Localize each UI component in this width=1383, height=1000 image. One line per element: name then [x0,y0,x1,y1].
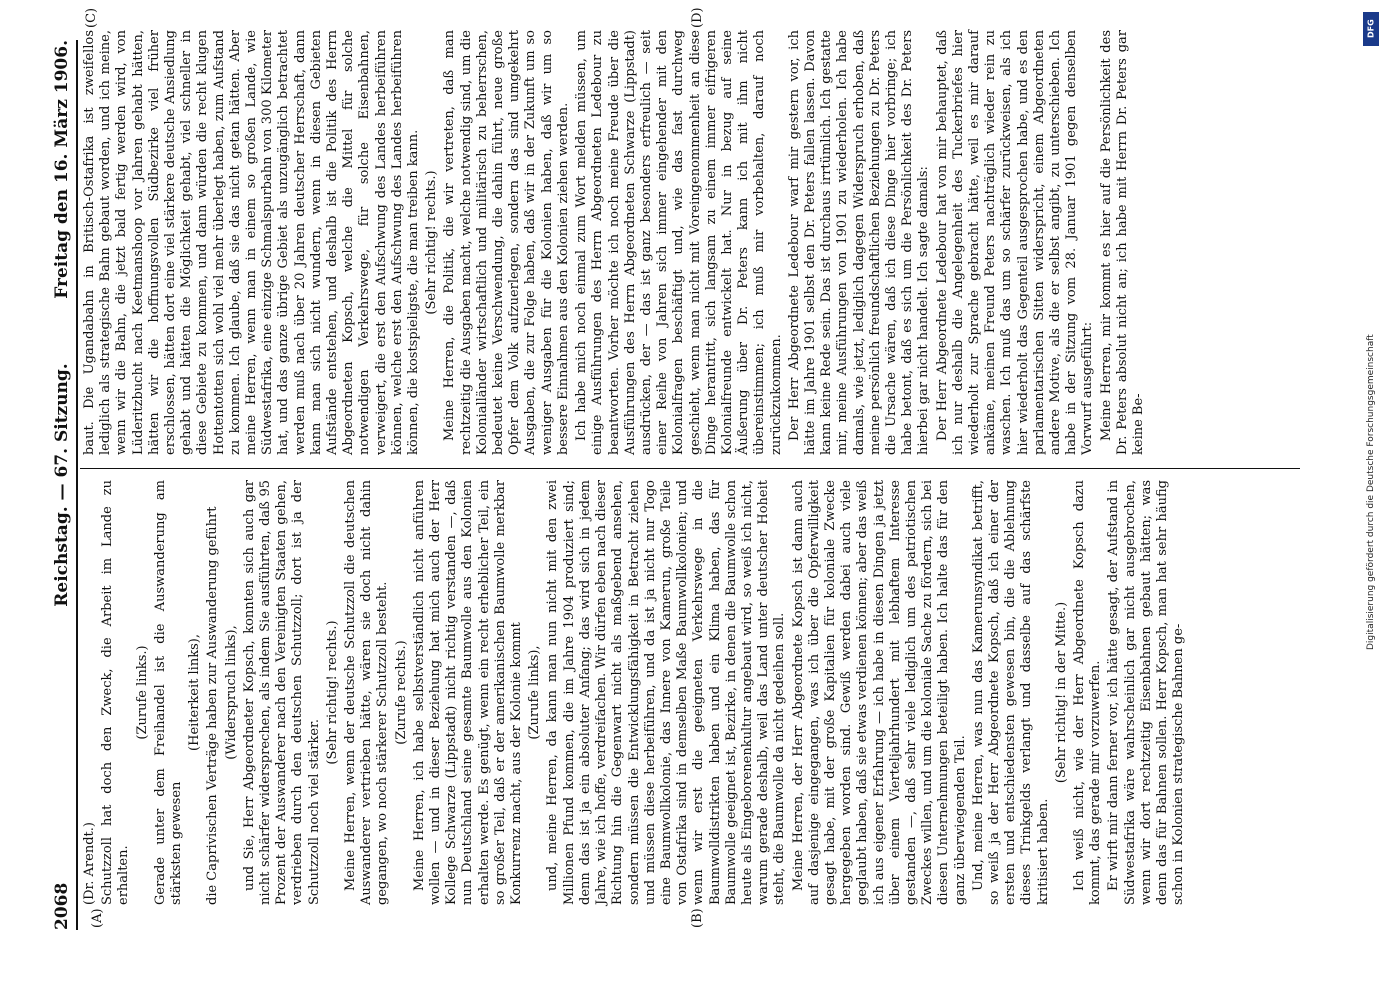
left-column-paragraph: (Sehr richtig! rechts.) [324,620,340,765]
page-number: 2068 [52,882,72,930]
left-column-paragraph: Schutzzoll hat doch den Zweck, die Arbeit im Lande zu erhalten. [100,480,132,905]
left-column-paragraph: und, meine Herren, da kann man nun nicht mit den zwei Millionen Pfund kommen, die im Jahre 1904 produziert sind; denn das ist ja ein absoluter Anfang; das wird sich in jedem Jahre, wie ich hoffe, verdreifachen. Wir dürfen eben nach dieser Richtung hin die Gegenwart nicht als maßgebend ansehen, sondern müssen die Entwicklungsfähigkeit in Betracht ziehen und müssen diese herbeiführen, und da ist ja nicht nur Togo eine Baumwollkolonie, das Innere von Kamerun, große Teile von Ostafrika sind in demselben Maße Baumwollkolonien; und wenn wir erst die geeigneten Verkehrswege in die Baumwolldistrikten haben und ein Klima haben, das für Baumwolle geeignet ist, Bezirke, in denen die Baumwolle schon heute als Eingeborenenkultur angebaut wird, so weiß ich nicht, warum gerade deshalb, weil das Land unter deutscher Hoheit steht, die Baumwolle da nicht gedeihen soll. [545,480,788,905]
left-column-paragraph: (Zurufe links.) [134,645,150,740]
left-column-paragraph: Und, meine Herren, was nun das Kamerunsyndikat betrifft, so weiß ja der Herr Abgeordnete Kopsch, daß ich einer der ersten und entschiedensten gewesen bin, die die Ablehnung dieses Trinkgelds verlangt und dasselbe auf das schärfste kritisiert haben. [970,480,1051,905]
margin-marker-c: (C) [84,7,99,28]
left-column-paragraph: (Zurufe rechts.) [393,640,409,745]
session-title: Reichstag. — 67. Sitzung. [52,363,72,607]
margin-marker-b: (B) [690,908,705,928]
left-column-paragraph: und Sie, Herr Abgeordneter Kopsch, konnten sich auch gar nicht schärfer widersprechen, als indem Sie ausführten, daß 95 Prozent der Auswanderer nach den Vereinigten Staaten gehen, verdrieben durch den deutschen Schutzzoll; dort ist ja der Schutzzoll noch viel stärker. [241,480,322,905]
left-column-paragraph: (Zurufe links), [527,645,543,740]
left-column-paragraph: Meine Herren, ich habe selbstverständlich nicht anführen wollen — und in dieser Beziehung hat mich auch der Herr Kollege Schwarze (Lippstadt) nicht richtig verstanden —, daß nun Deutschland seine gesamte Baumwolle aus den Kolonien erhalten werde. Es genügt, wenn ein recht erheblicher Teil, ein so großer Teil, daß er der amerikanischen Baumwolle merkbar Konkurrenz macht, aus der Kolonie kommt [411,480,525,905]
session-date: Freitag den 16. März 1906. [52,40,72,299]
page-header [52,40,74,930]
right-column-paragraph: Der Herr Abgeordnete Ledebour warf mir gestern vor, ich hätte im Jahre 1901 selbst den Dr. Peters fallen lassen. Davon kann keine Rede sein. Das ist durchaus irrtümlich. Ich gestatte mir, meine Ausführungen von 1901 zu wiederholen. Ich habe damals, wie jetzt, lediglich dagegen Widerspruch erhoben, daß meine persönlich freundschaftlichen Beziehungen zu Dr. Peters die Ursache wären, daß ich diese Dinge hier vorbringe; ich habe betont, daß es sich um die Persönlichkeit des Dr. Peters hierbei gar nicht handelt. Ich sagte damals: [786,30,932,455]
right-column-paragraph: Meine Herren, mir kommt es hier auf die Persönlichkeit des Dr. Peters absolut nicht an; ich habe mit Herrn Dr. Peters gar keine Be- [1098,30,1146,455]
left-text-column [82,480,1189,905]
margin-marker-a: (A) [90,908,105,928]
left-column-paragraph: Er wirft mir dann ferner vor, ich hätte gesagt, der Aufstand in Südwestafrika wäre wahrscheinlich gar nicht ausgebrochen, wenn wir dort rechtzeitig Eisenbahnen gebaut hätten; was denn das für Bahnen sollen. Herr Kopsch, man hat sehr häufig schon in Kolonien strategische Bahnen ge- [1106,480,1187,905]
left-column-paragraph: (Heiterkeit links), [187,634,203,751]
left-column-paragraph: die Caprivischen Verträge haben zur Auswanderung geführt [205,506,221,905]
right-column-paragraph: Meine Herren, die Politik, die wir vertreten, daß man rechtzeitig die Ausgaben macht, welche notwendig sind, um die Kolonialländer wirtschaftlich und militärisch zu beherrschen, bedeutet keine Verschwendung, die dahin führt, neue große Opfer dem Volk aufzuerlegen, sondern das sind umgekehrt Ausgaben, die zur Folge haben, daß wir in der Zukunft um so weniger Ausgaben für die Kolonien haben, daß wir um so bessere Einnahmen aus den Kolonien ziehen werden. [442,30,571,455]
digitization-credit: Digitalisierung gefördert durch die Deutsche Forschungsgemeinschaft [1366,334,1376,650]
header-rule [76,40,78,930]
margin-marker-d: (D) [690,7,705,28]
right-text-column [82,30,1149,455]
right-column-paragraph: (Sehr richtig! rechts.) [424,170,440,315]
left-column-paragraph: (Widerspruch links), [223,625,239,760]
dfg-logo: DFG [1363,12,1379,46]
left-column-paragraph: (Dr. Arendt.) [82,822,97,905]
right-column-paragraph: Der Herr Abgeordnete Ledebour hat von mir behauptet, daß ich nur deshalb die Angelegenheit des Tuckerbriefes hier wiederholt zur Sprache gebracht hätte, weil es mir darauf ankäme, meinen Freund Peters nachträglich wieder rein zu waschen. Ich muß das um so schärfer zurückweisen, als ich hier wiederholt das Gegenteil ausgesprochen habe, und es den parlamentarischen Sitten widerspricht, einem Abgeordneten andere Motive, als die er selbst angibt, zu unterschieben. Ich habe in der Sitzung vom 28. Januar 1901 gegen denselben Vorwurf ausgeführt: [934,30,1096,455]
left-column-paragraph: Meine Herren, wenn der deutsche Schutzzoll die deutschen Auswanderer vertrieben hätte, wären sie doch nicht dahin gegangen, wo noch stärkerer Schutzzoll besteht. [343,480,391,905]
right-column-paragraph: Ich habe mich noch einmal zum Wort melden müssen, um einige Ausführungen des Herrn Abgeordneten Ledebour zu beantworten. Vorher möchte ich noch meine Freude über die Ausführungen des Herrn Abgeordneten Schwarze (Lippstadt) ausdrücken, der — das ist ganz besonders erfreulich — seit einer Reihe von Jahren sich immer eingehender mit den Kolonialfragen beschäftigt und, wie das fast durchweg geschieht, wenn man nicht mit Voreingenommenheit an diese Dinge herantritt, sich langsam zu einem immer eifrigeren Kolonialfreunde entwickelt hat. Nur in bezug auf seine Äußerung über Dr. Peters kann ich mit ihm nicht übereinstimmen; ich muß mir vorbehalten, darauf noch zurückzukommen. [574,30,784,455]
column-divider [80,468,1300,469]
left-column-paragraph: Gerade unter dem Freihandel ist die Auswanderung am stärksten gewesen [152,480,185,905]
left-column-paragraph: Ich weiß nicht, wie der Herr Abgeordnete Kopsch dazu kommt, das gerade mir vorzuwerfen. [1071,480,1104,905]
left-column-paragraph: (Sehr richtig! in der Mitte.) [1053,601,1069,784]
right-column-paragraph: baut. Die Ugandabahn in Britisch-Ostafrika ist zweifellos lediglich als strategische Bahn gebaut worden, und ich meine, wenn wir die Bahn, die jetzt bald fertig werden wird, von Lüderitzbucht nach Keetmanshoop vor Jahren gehabt hätten, hätten wir die hoffnungsvollen Südbezirke viel früher erschlossen, hätten dort eine viel stärkere deutsche Ansiedlung gehabt und hätten die Möglichkeit gehabt, viel schneller in diese Gebiete zu kommen, und dann würden die recht klugen Hottentotten sich wohl viel mehr überlegt haben, zum Aufstand zu kommen. Ich glaube, daß sie das nicht getan hätten. Aber meine Herren, wenn man in einem so großen Lande, wie Südwestafrika, eine einzige Schmalspurbahn von 300 Kilometer hat, und das ganze übrige Gebiet als unzugänglich betrachtet werden muß nach über 20 Jahren deutscher Herrschaft, dann kann man sich nicht wundern, wenn in diesen Gebieten Aufstände entstehen, und deshalb ist die Politik des Herrn Abgeordneten Kopsch, welche die Mittel für solche notwendigen Verkehrswege, für solche Eisenbahnen, verweigert, die erst den Aufschwung des Landes herbeiführen können, welche erst den Aufschwung des Landes herbeiführen können, die kostspieligste, die man treiben kann. [82,30,422,455]
left-column-paragraph: Meine Herren, der Herr Abgeordnete Kopsch ist dann auch auf dasjenige eingegangen, was ich über die Opferwilligkeit gesagt habe, mit der große Kapitalien für koloniale Zwecke hergegeben worden sind. Gewiß werden dabei auch viele geglaubt haben, daß sie etwas verdienen können; aber das weiß ich aus eigener Erfahrung — ich habe in diesen Dingen ja jetzt über einem Vierteljahrhundert mit lebhaftem Interesse gestanden —, daß sehr viele lediglich um des patriotischen Zweckes willen, und um die koloniale Sache zu fördern, sich bei diesen Unternehmungen beteiligt haben. Ich halte das für den ganz überwiegenden Teil. [790,480,968,905]
